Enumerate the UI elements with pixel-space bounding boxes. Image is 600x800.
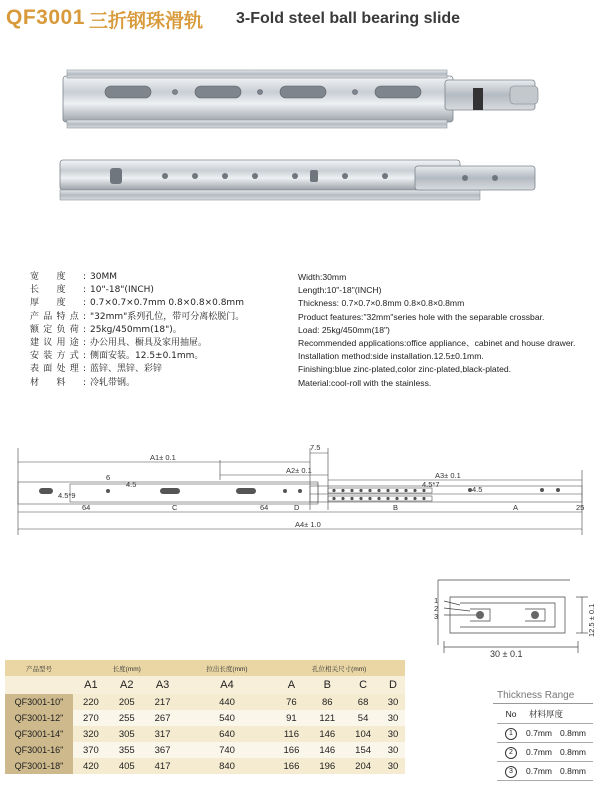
ball-bearing-row (332, 489, 425, 500)
spec-value: 25kg/450mm(18")。 (90, 324, 182, 335)
spec-en-line: Product features:"32mm"series hole with the separable crossbar. (298, 311, 545, 322)
spec-label: 建议用途: (30, 338, 86, 349)
section-width: 30 ± 0.1 (490, 649, 523, 659)
model-cell: QF3001-18" (5, 758, 73, 774)
table-subheader-row (5, 676, 405, 694)
spec-value: 30MM (90, 272, 117, 282)
table-row (5, 758, 405, 774)
spec-value: 10"-18"(INCH) (90, 285, 154, 296)
table-cell: 76 (274, 694, 310, 710)
product-code: QF3001 (6, 6, 85, 29)
spec-cn-row (30, 337, 244, 350)
table-cell: 204 (345, 758, 381, 774)
table-cell: 440 (180, 694, 273, 710)
dim-c: C (172, 503, 178, 512)
spec-cn-row (30, 350, 244, 363)
section-label-3: 3 (434, 612, 439, 621)
dim-7-5: 7.5 (310, 443, 321, 452)
table-cell: 270 (73, 710, 109, 726)
table-cell: 320 (73, 726, 109, 742)
table-cell: 30 (381, 710, 405, 726)
spec-value: 办公用具、橱具及家用抽屉。 (90, 338, 208, 349)
table-row (5, 710, 405, 726)
table-cell: 86 (309, 694, 345, 710)
table-cell: 30 (381, 726, 405, 742)
table-cell: 91 (274, 710, 310, 726)
table-cell: 68 (345, 694, 381, 710)
spec-label: 长度: (30, 285, 86, 296)
hole-label: 4.5 (472, 485, 483, 494)
table-cell: 355 (109, 742, 145, 758)
section-height: 12.5 ± 0.1 (587, 603, 596, 637)
thickness-b: 0.8mm (559, 743, 593, 762)
table-cell: 121 (309, 710, 345, 726)
technical-drawing (10, 440, 592, 540)
table-cell: 370 (73, 742, 109, 758)
thickness-a: 0.7mm (525, 743, 559, 762)
thickness-row (497, 762, 593, 781)
spec-cn-row (30, 297, 244, 310)
table-cell: 54 (345, 710, 381, 726)
section-label-1: 1 (434, 596, 439, 605)
table-row (5, 694, 405, 710)
dim-a2: A2± 0.1 (286, 466, 312, 475)
thickness-table (497, 705, 593, 781)
spec-label: 表面处理: (30, 364, 86, 375)
spec-en-line: Load: 25kg/450mm(18") (298, 324, 390, 335)
thickness-a: 0.7mm (525, 724, 559, 743)
table-cell: 154 (345, 742, 381, 758)
spec-cn-row (30, 324, 244, 337)
table-cell: 405 (109, 758, 145, 774)
thickness-row (497, 724, 593, 743)
table-cell: 220 (73, 694, 109, 710)
thickness-row (497, 743, 593, 762)
spec-value: 蓝锌、黑锌、彩锌 (90, 364, 163, 375)
thickness-head-val: 材料厚度 (525, 705, 593, 724)
subheader-blank (5, 676, 73, 694)
table-cell: 30 (381, 742, 405, 758)
spec-label: 材料: (30, 377, 86, 388)
dim-a3: A3± 0.1 (435, 471, 461, 480)
spec-cn-row (30, 284, 244, 297)
hole-label: 4.5 (126, 480, 137, 489)
spec-value: "32mm"系列孔位，带可分离松脱门。 (90, 311, 245, 322)
hole-label: 6 (106, 473, 111, 482)
dim-a: A (513, 503, 519, 512)
spec-en-line: Width:30mm (298, 272, 347, 282)
spec-label: 额定负荷: (30, 324, 86, 335)
slide-closed-view (63, 70, 538, 128)
product-name-cn: 三折钢珠滑轨 (89, 10, 204, 32)
spec-en-line: Installation method:side installation.12.5±0.1mm. (298, 351, 484, 362)
thickness-head-no: No (497, 705, 525, 724)
thickness-header-row (497, 705, 593, 724)
model-cell: QF3001-12" (5, 710, 73, 726)
table-cell: 367 (145, 742, 181, 758)
spec-value: 侧面安装。12.5±0.1mm。 (90, 351, 204, 362)
spec-en-line: Finishing:blue zinc-plated,color zinc-plated,black-plated. (298, 364, 512, 375)
table-cell: 317 (145, 726, 181, 742)
table-header-row (5, 660, 405, 676)
spec-label: 产品特点: (30, 311, 86, 322)
table-cell: 166 (274, 742, 310, 758)
dim-a4: A4± 1.0 (295, 520, 321, 529)
dim-64-mid: 64 (260, 503, 269, 512)
specs-en (298, 271, 575, 390)
table-cell: 30 (381, 694, 405, 710)
subheader-cell: A3 (145, 676, 181, 694)
hole-label: 4.5*7 (422, 480, 440, 489)
thickness-a: 0.7mm (525, 762, 559, 781)
table-cell: 30 (381, 758, 405, 774)
model-cell: QF3001-10" (5, 694, 73, 710)
thickness-b: 0.8mm (559, 762, 593, 781)
subheader-cell: A2 (109, 676, 145, 694)
slide-side-view (60, 160, 535, 200)
spec-cn-row (30, 363, 244, 376)
subheader-cell: D (381, 676, 405, 694)
hole-label: 4.5*9 (58, 491, 76, 500)
spec-value: 0.7×0.7×0.7mm 0.8×0.8×0.8mm (90, 298, 244, 309)
spec-en-line: Thickness: 0.7×0.7×0.8mm 0.8×0.8×0.8mm (298, 298, 465, 309)
spec-en-line: Length:10"-18"(INCH) (298, 285, 382, 296)
table-cell: 116 (274, 726, 310, 742)
product-name-en: 3-Fold steel ball bearing slide (236, 10, 461, 27)
table-cell: 146 (309, 742, 345, 758)
table-cell: 540 (180, 710, 273, 726)
subheader-cell: A (274, 676, 310, 694)
product-photo (55, 58, 545, 218)
specs-cn (30, 271, 244, 390)
table-cell: 420 (73, 758, 109, 774)
thickness-no: 2 (505, 747, 517, 759)
spec-label: 安装方式: (30, 351, 86, 362)
table-cell: 104 (345, 726, 381, 742)
model-cell: QF3001-16" (5, 742, 73, 758)
table-cell: 166 (274, 758, 310, 774)
section-label-2: 2 (434, 604, 439, 613)
size-table (5, 660, 405, 774)
table-cell: 740 (180, 742, 273, 758)
spec-en-line: Recommended applications:office appliance、cabinet and house drawer. (298, 338, 576, 349)
table-cell: 267 (145, 710, 181, 726)
spec-value: 冷轧带钢。 (90, 377, 136, 388)
thickness-no: 1 (505, 728, 517, 740)
dim-d: D (294, 503, 300, 512)
subheader-cell: A1 (73, 676, 109, 694)
spec-en-line: Material:cool-roll with the stainless. (298, 377, 432, 388)
header-holes: 孔位相关尺寸(mm) (274, 660, 405, 676)
table-cell: 205 (109, 694, 145, 710)
spec-cn-row (30, 311, 244, 324)
table-cell: 255 (109, 710, 145, 726)
table-cell: 640 (180, 726, 273, 742)
header-length: 长度(mm) (73, 660, 180, 676)
table-cell: 417 (145, 758, 181, 774)
table-cell: 305 (109, 726, 145, 742)
table-cell: 146 (309, 726, 345, 742)
header-model: 产品型号 (5, 660, 73, 676)
table-cell: 840 (180, 758, 273, 774)
table-cell: 196 (309, 758, 345, 774)
spec-label: 厚度: (30, 298, 86, 309)
dim-b: B (393, 503, 399, 512)
subheader-cell: B (309, 676, 345, 694)
subheader-cell: A4 (180, 676, 273, 694)
thickness-no: 3 (505, 766, 517, 778)
table-row (5, 742, 405, 758)
cross-section-drawing (430, 575, 600, 660)
dim-64-left: 64 (82, 503, 91, 512)
dim-25: 25 (576, 503, 585, 512)
model-cell: QF3001-14" (5, 726, 73, 742)
spec-cn-row (30, 377, 244, 390)
spec-label: 宽度: (30, 272, 86, 282)
table-cell: 217 (145, 694, 181, 710)
dim-a1: A1± 0.1 (150, 453, 176, 462)
thickness-title: Thickness Range (497, 690, 575, 701)
table-row (5, 726, 405, 742)
thickness-title-underline (493, 703, 593, 704)
subheader-cell: C (345, 676, 381, 694)
thickness-b: 0.8mm (559, 724, 593, 743)
header-extension: 拉出长度(mm) (180, 660, 273, 676)
spec-cn-row (30, 271, 244, 284)
